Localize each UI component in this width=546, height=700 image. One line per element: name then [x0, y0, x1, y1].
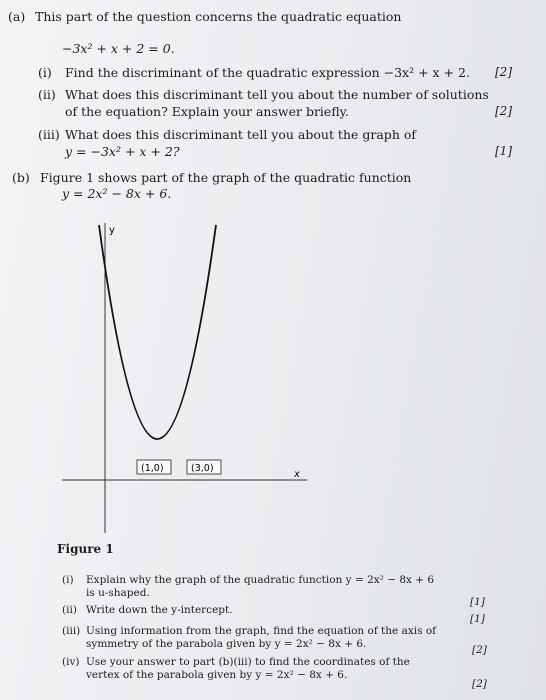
a-i-mark: [2]	[495, 65, 512, 79]
b-iii-line-2: symmetry of the parabola given by y = 2x² − 8x + 6.	[86, 638, 367, 650]
y-axis-label: y	[109, 225, 115, 236]
b-i-line-2: is u-shaped.	[86, 587, 150, 599]
b-iv-line-1: Use your answer to part (b)(iii) to find the coordinates of the	[86, 656, 410, 668]
b-i-mark: [1]	[470, 596, 485, 608]
part-a-equation: −3x² + x + 2 = 0.	[62, 41, 175, 56]
a-iii-number: (iii)	[38, 127, 60, 142]
part-b-line-1: Figure 1 shows part of the graph of the quadratic function	[40, 170, 412, 185]
b-iv-line-2: vertex of the parabola given by y = 2x² − 8x + 6.	[86, 669, 348, 681]
b-iii-line-1: Using information from the graph, find the equation of the axis of	[86, 625, 437, 637]
a-ii-line-2: of the equation? Explain your answer briefly.	[65, 104, 350, 119]
parabola-curve	[99, 225, 216, 439]
point-2-label: (3,0)	[191, 463, 214, 474]
a-ii-mark: [2]	[495, 104, 512, 118]
b-iii-mark: [2]	[472, 644, 487, 656]
x-axis-label: x	[294, 469, 300, 480]
part-b-label: (b)	[12, 170, 30, 185]
figure-caption: Figure 1	[57, 542, 114, 556]
b-iv-number: (iv)	[62, 656, 80, 668]
b-ii-line-1: Write down the y-intercept.	[86, 604, 233, 616]
a-ii-number: (ii)	[38, 87, 56, 102]
a-ii-line-1: What does this discriminant tell you about the number of solutions	[65, 87, 489, 102]
a-iii-mark: [1]	[495, 144, 512, 158]
part-a-intro: This part of the question concerns the quadratic equation	[35, 9, 402, 24]
b-i-number: (i)	[62, 574, 74, 586]
b-iii-number: (iii)	[62, 625, 81, 637]
b-ii-mark: [1]	[470, 613, 485, 625]
a-iii-line-2: y = −3x² + x + 2?	[65, 144, 180, 159]
point-1-label: (1,0)	[141, 463, 164, 474]
a-iii-line-1: What does this discriminant tell you about the graph of	[65, 127, 416, 142]
part-a-label: (a)	[8, 9, 26, 24]
part-b-line-2: y = 2x² − 8x + 6.	[62, 186, 172, 201]
parabola-figure	[57, 215, 317, 540]
b-ii-number: (ii)	[62, 604, 77, 616]
a-i-line-1: Find the discriminant of the quadratic expression −3x² + x + 2.	[65, 65, 470, 80]
a-i-number: (i)	[38, 65, 52, 80]
b-iv-mark: [2]	[472, 678, 487, 690]
b-i-line-1: Explain why the graph of the quadratic function y = 2x² − 8x + 6	[86, 574, 435, 586]
